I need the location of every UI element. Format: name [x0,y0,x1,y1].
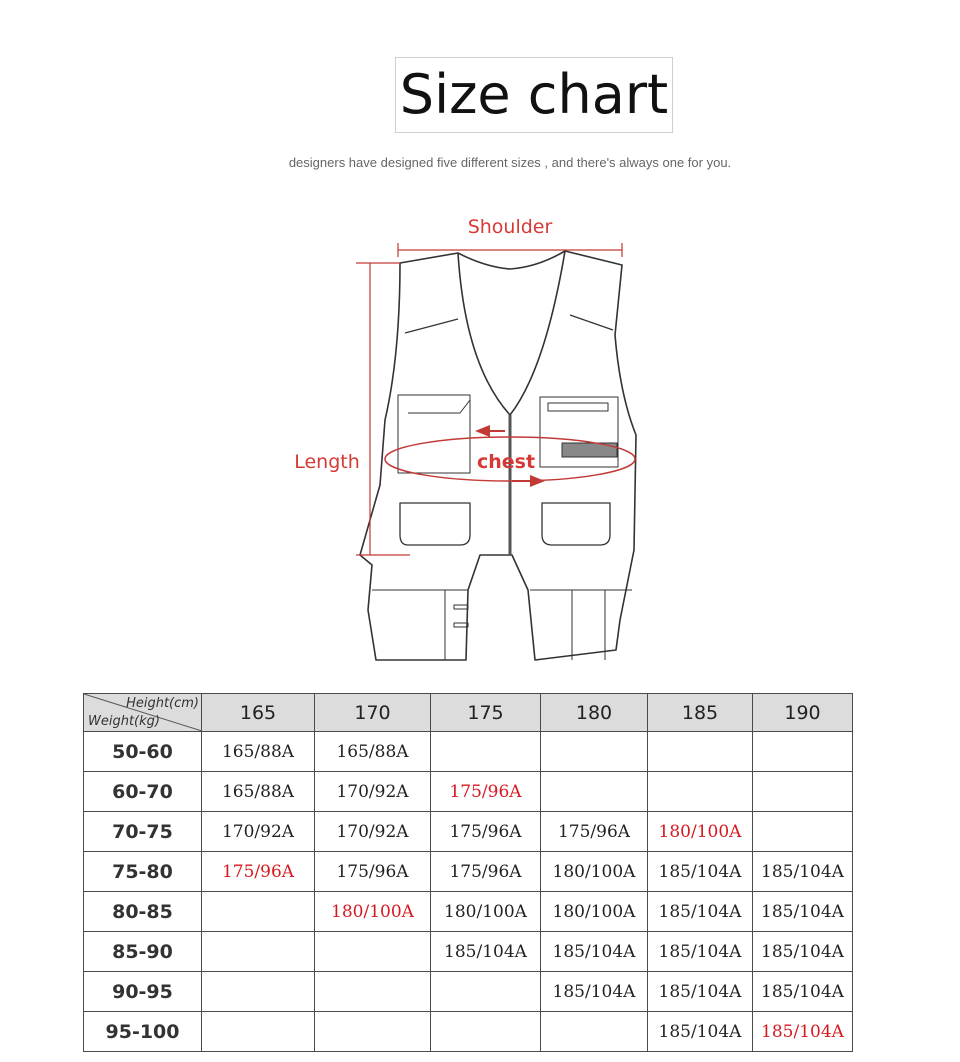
size-cell: 185/104A [648,852,753,892]
weight-cell: 95-100 [84,1012,202,1052]
size-cell: 180/100A [541,892,648,932]
weight-cell: 60-70 [84,772,202,812]
height-header: 190 [753,694,853,732]
size-cell [431,732,541,772]
size-cell: 175/96A [431,812,541,852]
page-title: Size chart [399,63,669,126]
size-cell: 180/100A [431,892,541,932]
weight-cell: 75-80 [84,852,202,892]
size-cell: 175/96A [202,852,315,892]
size-cell [315,932,431,972]
size-cell [315,1012,431,1052]
size-cell [648,732,753,772]
size-cell: 185/104A [648,972,753,1012]
table-row [84,732,853,772]
height-header: 175 [431,694,541,732]
size-cell: 170/92A [315,812,431,852]
weight-cell: 80-85 [84,892,202,932]
size-cell [202,972,315,1012]
size-cell: 185/104A [753,852,853,892]
size-cell [753,732,853,772]
size-cell: 170/92A [315,772,431,812]
size-cell [753,772,853,812]
size-cell [541,772,648,812]
size-cell: 180/100A [541,852,648,892]
size-cell: 185/104A [753,892,853,932]
size-cell [315,972,431,1012]
size-cell: 180/100A [315,892,431,932]
table-row [84,812,853,852]
size-cell: 185/104A [753,972,853,1012]
size-cell: 175/96A [431,852,541,892]
subtitle: designers have designed five different sizes , and there's always one for you. [288,155,732,170]
size-cell [541,732,648,772]
size-cell: 175/96A [431,772,541,812]
weight-cell: 70-75 [84,812,202,852]
height-header: 165 [202,694,315,732]
size-cell: 185/104A [431,932,541,972]
height-header: 185 [648,694,753,732]
length-label: Length [294,451,360,473]
size-cell [431,972,541,1012]
weight-cell: 85-90 [84,932,202,972]
size-cell: 165/88A [315,732,431,772]
weight-cell: 50-60 [84,732,202,772]
height-header: 170 [315,694,431,732]
size-cell: 185/104A [541,932,648,972]
table-header-row [84,694,853,732]
size-cell: 175/96A [315,852,431,892]
size-cell [648,772,753,812]
size-cell: 180/100A [648,812,753,852]
title-box [395,57,673,133]
size-cell: 185/104A [648,932,753,972]
table-row [84,932,853,972]
height-header: 180 [541,694,648,732]
weight-axis-label: Weight(kg) [88,714,160,729]
table-row [84,892,853,932]
table-row [84,972,853,1012]
size-cell: 165/88A [202,772,315,812]
size-cell [541,1012,648,1052]
vest-neckline [458,251,565,415]
size-cell: 185/104A [648,1012,753,1052]
size-table [83,693,853,1052]
size-cell: 170/92A [202,812,315,852]
table-row [84,852,853,892]
size-cell: 185/104A [648,892,753,932]
height-axis-label: Height(cm) [126,696,199,711]
size-cell [202,892,315,932]
chest-label: chest [476,451,536,473]
size-cell: 185/104A [753,932,853,972]
shoulder-label: Shoulder [467,216,553,238]
table-corner [84,694,202,732]
size-cell: 165/88A [202,732,315,772]
weight-cell: 90-95 [84,972,202,1012]
size-cell [202,932,315,972]
size-cell [753,812,853,852]
size-cell: 185/104A [541,972,648,1012]
size-cell: 175/96A [541,812,648,852]
size-cell [202,1012,315,1052]
vest-diagram [280,205,660,670]
size-cell: 185/104A [753,1012,853,1052]
table-row [84,1012,853,1052]
size-cell [431,1012,541,1052]
table-row [84,772,853,812]
